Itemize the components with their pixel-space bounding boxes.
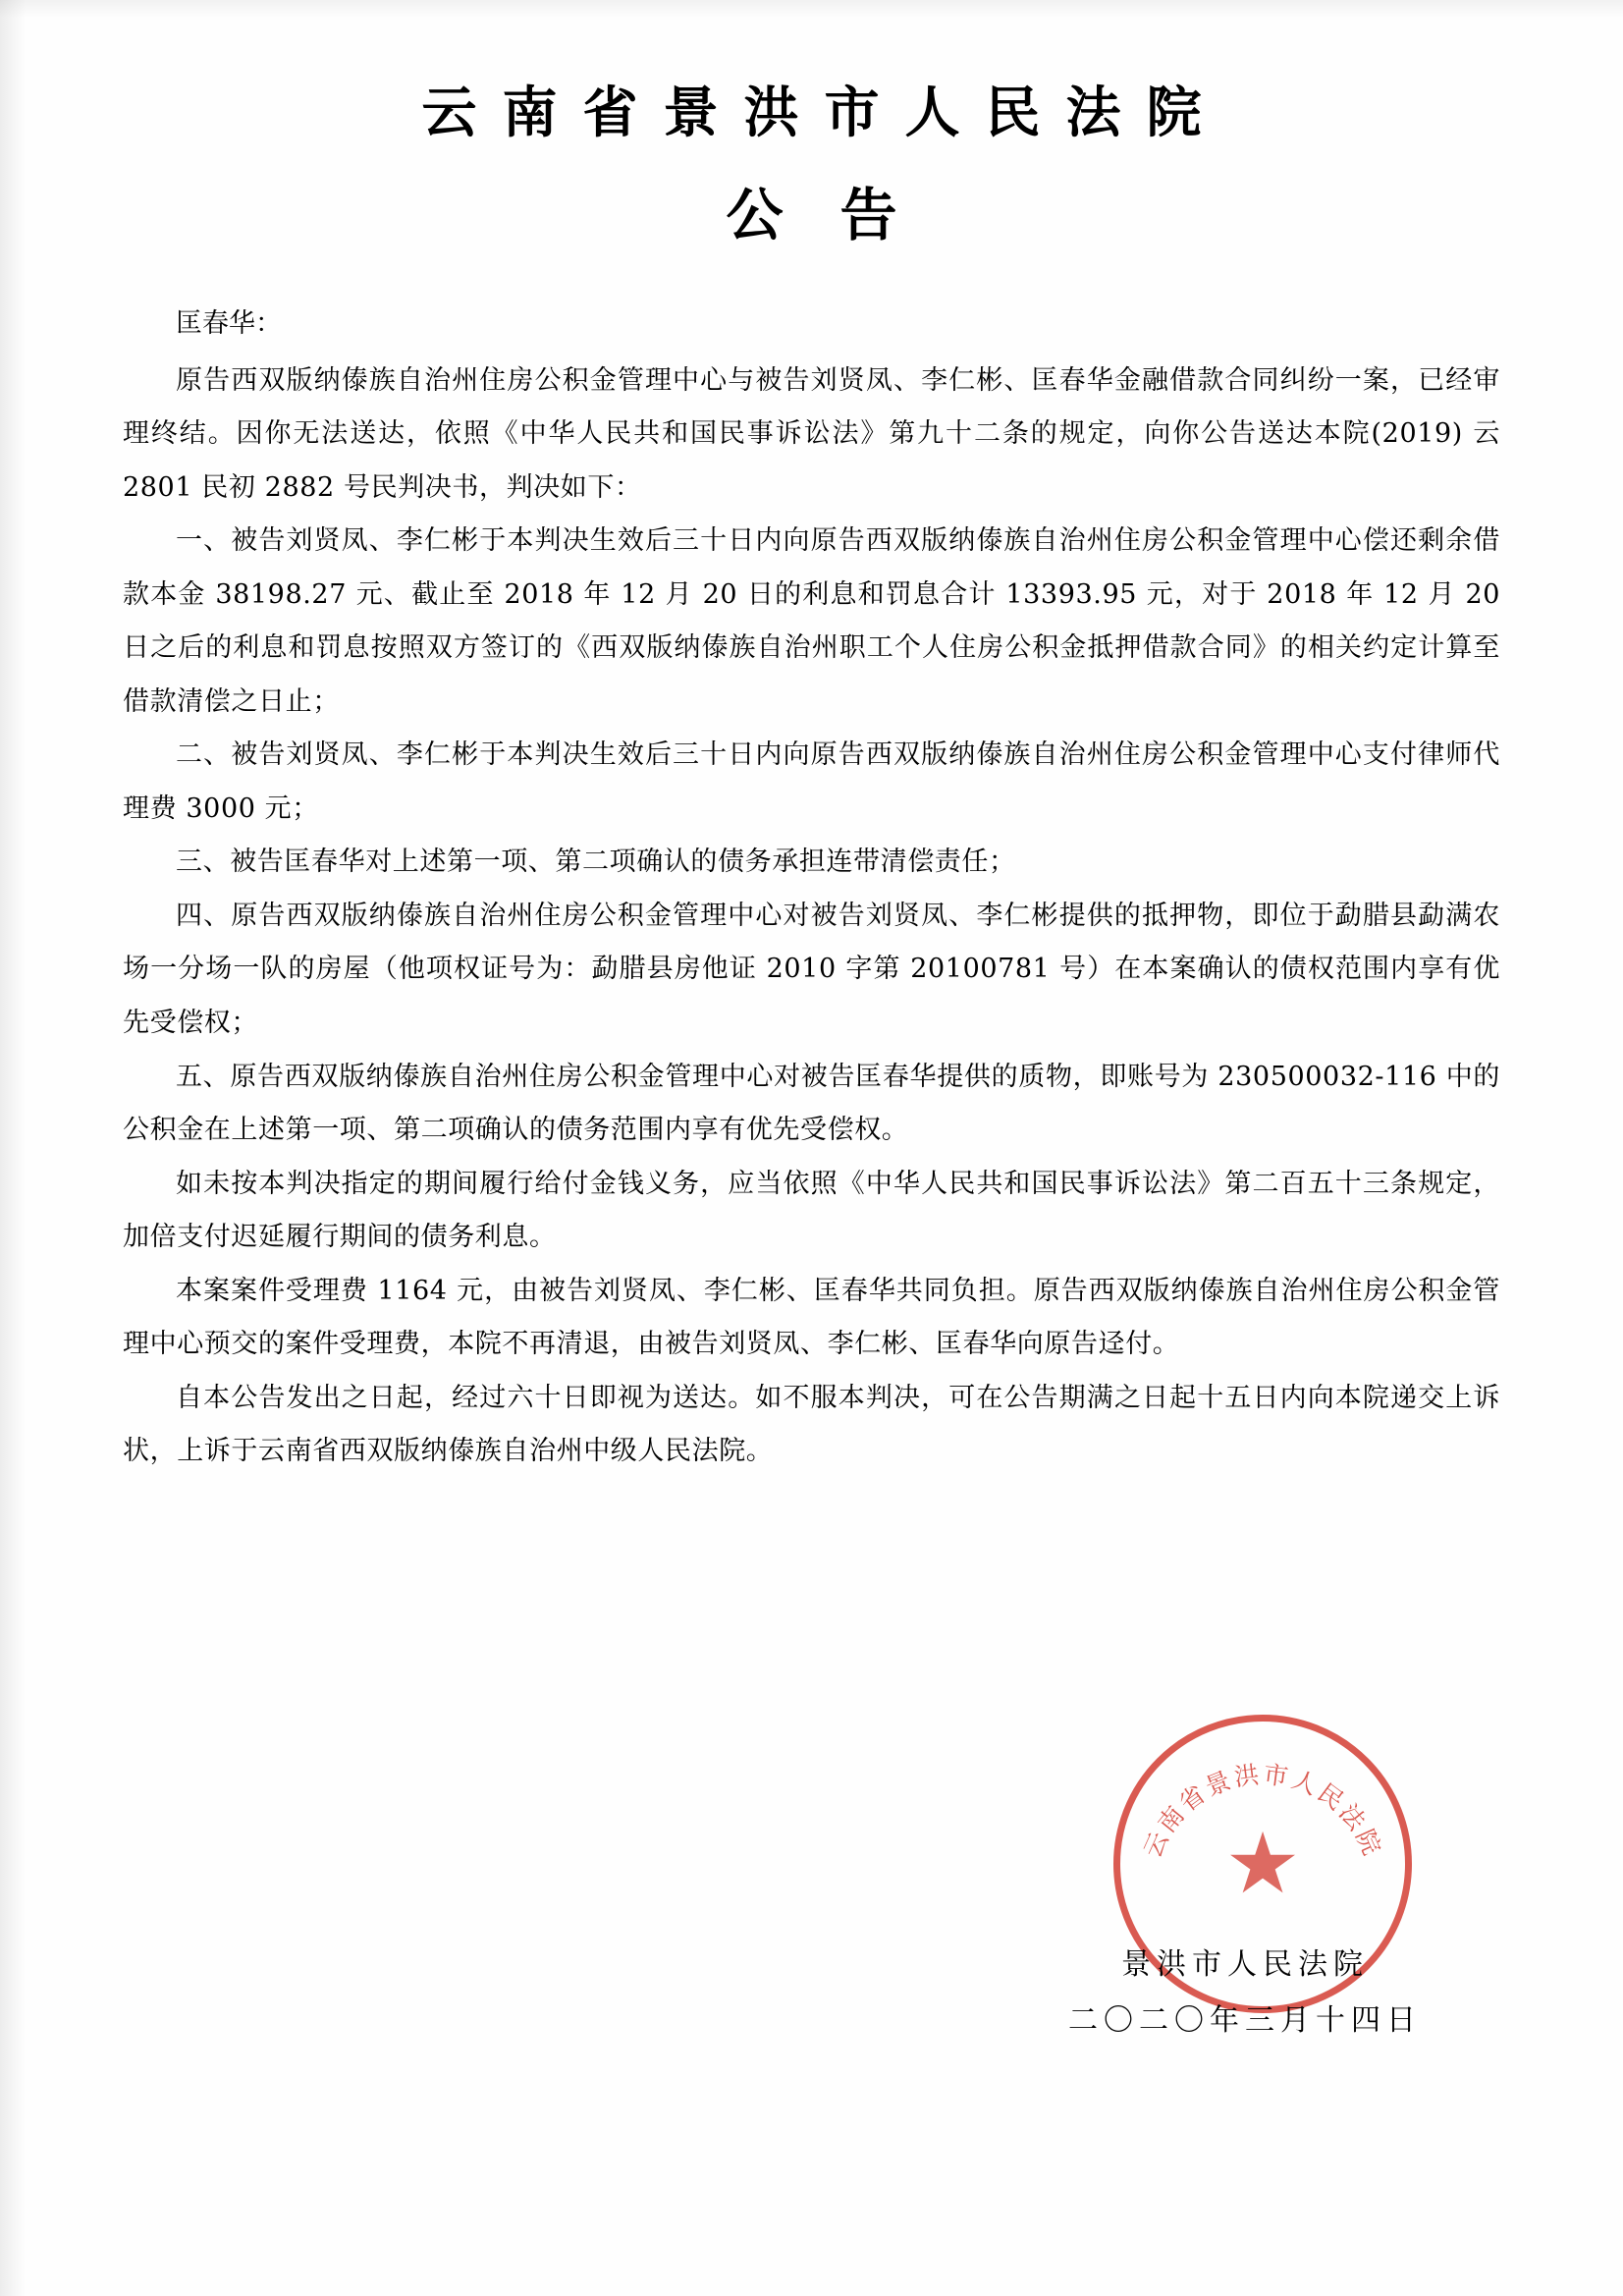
paragraph-item-2: 二、被告刘贤凤、李仁彬于本判决生效后三十日内向原告西双版纳傣族自治州住房公积金管理中心支付律师代理费 3000 元； xyxy=(123,739,1500,824)
page-edge-shadow-top xyxy=(0,0,1623,18)
seal-star-icon: ★ xyxy=(1224,1815,1301,1913)
addressee: 匡春华： xyxy=(176,308,282,339)
court-title: 云南省景洪市人民法院 xyxy=(421,81,1227,145)
paragraph-case-fee: 本案案件受理费 1164 元，由被告刘贤凤、李仁彬、匡春华共同负担。原告西双版纳傣族自治州住房公积金管理中心预交的案件受理费，本院不再清退，由被告刘贤凤、李仁彬、匡春华向原告迳付。 xyxy=(123,1275,1500,1360)
paragraph-late-performance: 如未按本判决指定的期间履行给付金钱义务，应当依照《中华人民共和国民事诉讼法》第二百五十三条规定，加倍支付迟延履行期间的债务利息。 xyxy=(123,1168,1500,1253)
document-type-heading: 公告 xyxy=(726,182,954,248)
signature-court: 景洪市人民法院 xyxy=(1121,1947,1369,1982)
paragraph-item-1: 一、被告刘贤凤、李仁彬于本判决生效后三十日内向原告西双版纳傣族自治州住房公积金管理中心偿还剩余借款本金 38198.27 元、截止至 2018 年 12 月 20 日的利息和罚息合计 13393.95 元，对于 2018 年 12 月 20 日之后的利息和罚息按照双方签订的《西双版纳傣族自治州职工个人住房公积金抵押借款合同》的相关约定计算至借款清偿之日止； xyxy=(123,525,1500,717)
svg-text:云南省景洪市人民法院: 云南省景洪市人民法院 xyxy=(1137,1760,1388,1862)
signature-block xyxy=(1014,1937,1476,2049)
document-body xyxy=(88,299,1535,1479)
paragraph-item-4: 四、原告西双版纳傣族自治州住房公积金管理中心对被告刘贤凤、李仁彬提供的抵押物，即位于勐腊县勐满农场一分场一队的房屋（他项权证号为：勐腊县房他证 2010 字第 20100781 号）在本案确认的债权范围内享有优先受偿权； xyxy=(123,900,1500,1039)
page-edge-shadow-left xyxy=(0,0,26,2296)
paragraph-item-5: 五、原告西双版纳傣族自治州住房公积金管理中心对被告匡春华提供的质物，即账号为 230500032-116 中的公积金在上述第一项、第二项确认的债务范围内享有优先受偿权。 xyxy=(123,1061,1500,1146)
paragraph-service-notice: 自本公告发出之日起，经过六十日即视为送达。如不服本判决，可在公告期满之日起十五日内向本院递交上诉状，上诉于云南省西双版纳傣族自治州中级人民法院。 xyxy=(123,1382,1500,1467)
paragraph-item-3: 三、被告匡春华对上述第一项、第二项确认的债务承担连带清偿责任； xyxy=(176,847,1016,878)
signature-date: 二〇二〇年三月十四日 xyxy=(1068,2003,1422,2038)
paragraph-intro: 原告西双版纳傣族自治州住房公积金管理中心与被告刘贤凤、李仁彬、匡春华金融借款合同纠纷一案，已经审理终结。因你无法送达，依照《中华人民共和国民事诉讼法》第九十二条的规定，向你公告送达本院(2019) 云 2801 民初 2882 号民判决书，判决如下： xyxy=(123,364,1500,503)
